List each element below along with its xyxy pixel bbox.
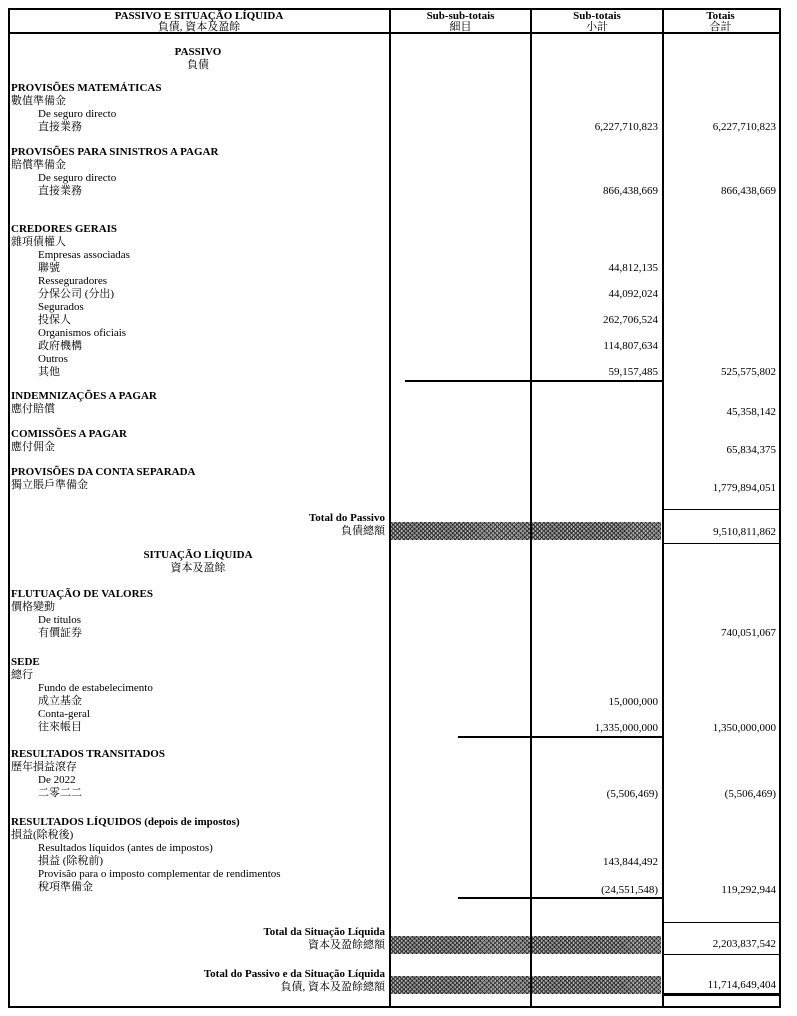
label-pt: Empresas associadas (38, 249, 130, 261)
label-pt: Organismos oficiais (38, 327, 127, 339)
column-divider-3 (662, 8, 664, 1006)
label-cn: 直接業務 (38, 121, 82, 133)
value-total: 6,227,710,823 (712, 121, 776, 133)
label-pt: PROVISÕES MATEMÁTICAS (11, 82, 162, 94)
value-subtotal: 866,438,669 (603, 185, 658, 197)
row-segurados (38, 301, 386, 327)
total-box-line (663, 922, 779, 923)
row-comissoes (11, 428, 385, 454)
label-cn: 損益 (除稅前) (38, 855, 104, 867)
label-pt: Total da Situação Líquida (263, 926, 385, 938)
row-credores-gerais (11, 223, 385, 249)
row-resultados-liquidos (11, 816, 385, 842)
value-total: 740,051,067 (721, 627, 776, 639)
label-pt: Provisão para o imposto complementar de rendimentos (38, 868, 281, 880)
total-box-line (663, 509, 779, 510)
label-cn: 資本及盈餘 (170, 562, 226, 574)
label-pt: De seguro directo (38, 172, 117, 184)
label-pt: Conta-geral (38, 708, 90, 720)
header-col-totais (664, 11, 777, 33)
label-pt: Resseguradores (38, 275, 108, 287)
label-pt: Segurados (38, 301, 84, 313)
label-cn: 賠償準備金 (11, 159, 66, 171)
row-provisao-imposto (38, 868, 386, 894)
value-total: 9,510,811,862 (713, 526, 776, 538)
row-provisoes-matematicas (11, 82, 385, 108)
label-cn: 負債, 資本及盈餘總額 (280, 981, 385, 993)
row-resseguradores (38, 275, 386, 301)
section-title-passivo (9, 46, 387, 72)
row-conta-geral (38, 708, 386, 734)
label-pt: INDEMNIZAÇÕES A PAGAR (11, 390, 157, 402)
row-sede (11, 656, 385, 682)
label-cn: 負債 (187, 59, 209, 71)
value-subtotal: 114,807,634 (603, 340, 658, 352)
label-pt: SITUAÇÃO LÍQUIDA (143, 549, 253, 561)
label-cn: 成立基金 (38, 695, 82, 707)
row-ps-seguro-directo (38, 172, 386, 198)
column-divider-2 (530, 8, 532, 1006)
row-indemnizacoes (11, 390, 385, 416)
value-subtotal: (5,506,469) (606, 788, 658, 800)
value-total: 866,438,669 (721, 185, 776, 197)
section-title-situacao-liquida (9, 549, 387, 575)
row-empresas-associadas (38, 249, 386, 275)
label-pt: Outros (38, 353, 68, 365)
value-subtotal: 15,000,000 (608, 696, 658, 708)
label-pt: COMISSÕES A PAGAR (11, 428, 127, 440)
header-cn: 負債, 資本及盈餘 (157, 21, 241, 33)
label-pt: SEDE (11, 656, 40, 668)
sum-line (458, 897, 662, 899)
total-box-line (663, 543, 779, 544)
value-total: 1,350,000,000 (712, 722, 776, 734)
row-resultados-antes-impostos (38, 842, 386, 868)
row-fundo-estabelecimento (38, 682, 386, 708)
value-subtotal: 262,706,524 (603, 314, 658, 326)
label-pt: Resultados líquidos (antes de impostos) (38, 842, 213, 854)
value-total: 2,203,837,542 (712, 938, 776, 950)
value-subtotal: 143,844,492 (603, 856, 658, 868)
row-organismos-oficiais (38, 327, 386, 353)
row-outros (38, 353, 386, 379)
total-box-line (663, 993, 779, 996)
value-total: (5,506,469) (724, 788, 776, 800)
label-cn: 聯號 (38, 262, 60, 274)
header-col-passivo (10, 11, 388, 33)
row-de-titulos (38, 614, 386, 640)
value-subtotal: 6,227,710,823 (594, 121, 658, 133)
label-cn: 其他 (38, 366, 60, 378)
label-cn: 稅項準備金 (38, 881, 93, 893)
row-pm-seguro-directo (38, 108, 386, 134)
header-pt: PASSIVO E SITUAÇÃO LÍQUIDA (114, 10, 284, 22)
sum-line (405, 380, 662, 382)
label-cn: 有價証券 (38, 627, 82, 639)
label-pt: De 2022 (38, 774, 76, 786)
label-pt: Total do Passivo (308, 512, 385, 524)
label-pt: Total do Passivo e da Situação Líquida (203, 968, 385, 980)
header-pt: Sub-totais (573, 10, 621, 22)
label-cn: 數值準備金 (11, 95, 66, 107)
header-cn: 細目 (449, 21, 472, 33)
label-cn: 投保人 (38, 314, 71, 326)
header-pt: Totais (706, 10, 735, 22)
label-cn: 獨立賬戶準備金 (11, 479, 88, 491)
header-col-subtotais (532, 11, 662, 33)
header-cn: 合計 (709, 21, 732, 33)
header-cn: 小計 (586, 21, 608, 33)
row-provisoes-sinistros (11, 146, 385, 172)
label-cn: 負債總額 (341, 525, 385, 537)
label-cn: 損益(除稅後) (11, 829, 74, 841)
row-resultados-transitados (11, 748, 385, 774)
label-pt: De títulos (38, 614, 82, 626)
value-total: 65,834,375 (726, 444, 776, 456)
value-subtotal: 44,092,024 (608, 288, 658, 300)
label-pt: Fundo de estabelecimento (38, 682, 153, 694)
label-cn: 價格變動 (11, 601, 55, 613)
column-divider-1 (389, 8, 391, 1006)
label-cn: 雜項債權人 (11, 236, 66, 248)
value-subtotal: 44,812,135 (608, 262, 658, 274)
shaded-band (391, 522, 661, 540)
sum-line (458, 736, 662, 738)
label-pt: PROVISÕES PARA SINISTROS A PAGAR (11, 146, 219, 158)
shaded-band (391, 976, 661, 994)
label-cn: 應付佣金 (11, 441, 55, 453)
label-cn: 分保公司 (分出) (38, 288, 115, 300)
label-cn: 資本及盈餘總額 (308, 939, 385, 951)
total-box-line (663, 954, 779, 955)
row-total-situacao-liquida (9, 926, 385, 952)
label-pt: FLUTUAÇÃO DE VALORES (11, 588, 154, 600)
label-cn: 政府機構 (38, 340, 82, 352)
label-pt: CREDORES GERAIS (11, 223, 118, 235)
row-total-geral (9, 968, 385, 994)
shaded-band (391, 936, 661, 954)
value-total: 45,358,142 (726, 406, 776, 418)
row-total-passivo (9, 512, 385, 538)
label-cn: 歷年損益滾存 (11, 761, 77, 773)
label-cn: 總行 (11, 669, 33, 681)
label-cn: 應付賠償 (11, 403, 55, 415)
header-col-subsubtotais (391, 11, 530, 33)
value-subtotal: 1,335,000,000 (594, 722, 658, 734)
value-total: 119,292,944 (721, 884, 776, 896)
value-total: 1,779,894,051 (712, 482, 776, 494)
value-total: 11,714,649,404 (707, 979, 776, 991)
label-pt: PASSIVO (174, 46, 222, 58)
value-total: 525,575,802 (721, 366, 776, 378)
label-pt: PROVISÕES DA CONTA SEPARADA (11, 466, 196, 478)
label-cn: 往來帳目 (38, 721, 82, 733)
row-flutuacao (11, 588, 385, 614)
value-subtotal: (24,551,548) (601, 884, 658, 896)
label-cn: 直接業務 (38, 185, 82, 197)
label-pt: RESULTADOS TRANSITADOS (11, 748, 165, 760)
value-subtotal: 59,157,485 (608, 366, 658, 378)
row-conta-separada (11, 466, 385, 492)
label-pt: De seguro directo (38, 108, 117, 120)
header-pt: Sub-sub-totais (426, 10, 495, 22)
label-pt: RESULTADOS LÍQUIDOS (depois de impostos) (11, 816, 240, 828)
row-de-2022 (38, 774, 386, 800)
label-cn: 二零二二 (38, 787, 82, 799)
